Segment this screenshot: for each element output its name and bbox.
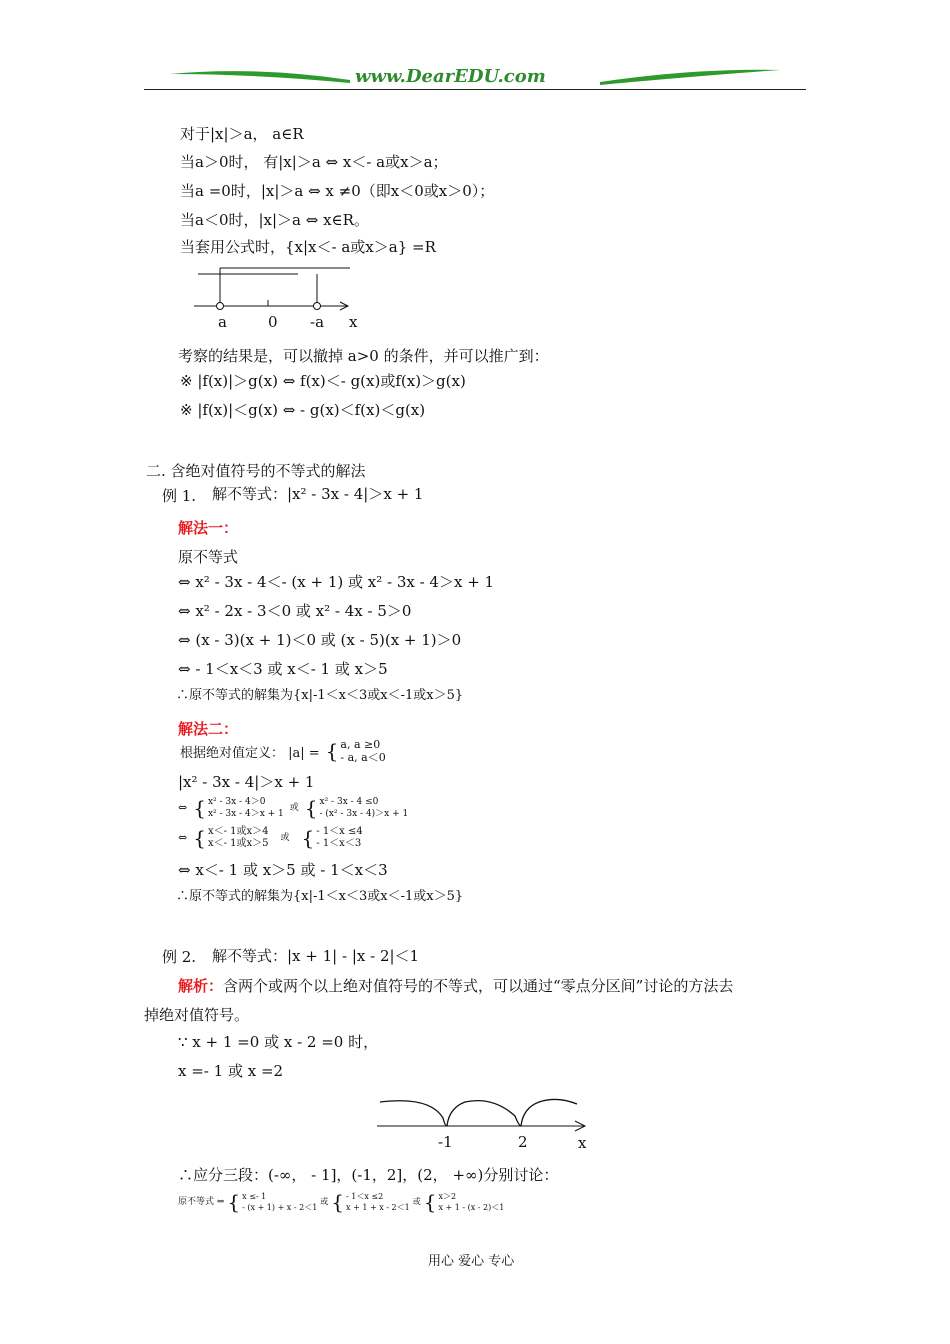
final-case2-a: - 1＜x ≤2 <box>346 1192 384 1201</box>
or-word: 或 <box>412 1197 421 1206</box>
header-logo: www.DearEDU.com <box>355 66 546 87</box>
numberline2-label-2: 2 <box>518 1133 528 1151</box>
method2-title: 解法二： <box>178 720 239 738</box>
observation-text: 考察的结果是，可以撤掉 a>0 的条件，并可以推广到： <box>178 347 549 365</box>
analysis-text-1: 含两个或两个以上绝对值符号的不等式，可以通过“零点分区间”讨论的方法去 <box>223 977 734 995</box>
header-rule <box>144 89 806 90</box>
final-case3-a: x＞2 <box>438 1192 457 1201</box>
sys1-b-line-1: x² - 3x - 4 ≤0 <box>319 797 379 807</box>
numberline1-label-x: x <box>349 313 358 331</box>
example1-label: 例 1. <box>162 487 197 505</box>
method1-line-4: ⇔ (x - 3)(x + 1)＜0 或 (x - 5)(x + 1)＞0 <box>178 631 462 649</box>
abs-def-case-2: - a, a＜0 <box>340 751 386 764</box>
method1-line-1: 原不等式 <box>178 548 239 566</box>
method2-final-line: ⇔ x＜- 1 或 x＞5 或 - 1＜x＜3 <box>178 861 388 879</box>
numberline2-label-neg1: -1 <box>438 1133 453 1151</box>
left-brace-icon: { <box>423 1190 437 1214</box>
abs-definition-text: 根据绝对值定义： |a| = <box>180 745 320 761</box>
method2-system-1 <box>178 796 408 820</box>
method1-line-5: ⇔ - 1＜x＜3 或 x＜- 1 或 x＞5 <box>178 660 388 678</box>
section2-title: 二. 含绝对值符号的不等式的解法 <box>146 462 366 480</box>
abs-def-case-1: a, a ≥0 <box>340 738 381 751</box>
example2-label: 例 2. <box>162 948 197 966</box>
because-line: ∵ x + 1 =0 或 x - 2 =0 时， <box>178 1033 379 1051</box>
left-brace-icon: { <box>301 826 315 850</box>
left-brace-icon: { <box>227 1190 241 1214</box>
final-system <box>178 1191 504 1213</box>
rule-1: ※ |f(x)|＞g(x) ⇔ f(x)＜- g(x)或f(x)＞g(x) <box>180 372 466 390</box>
numberline1-label-0: 0 <box>268 313 278 331</box>
segments-line: ∴应分三段：(-∞， - 1]，(-1，2]，(2， +∞)分别讨论： <box>178 1166 559 1184</box>
analysis-paragraph <box>178 975 733 996</box>
zeros-line: x =- 1 或 x =2 <box>178 1062 284 1080</box>
sys1-a-line-1: x² - 3x - 4＞0 <box>207 797 266 807</box>
number-line-1 <box>190 262 370 318</box>
iff-symbol: ⇔ <box>178 831 188 844</box>
method1-line-2: ⇔ x² - 3x - 4＜- (x + 1) 或 x² - 3x - 4＞x + 1 <box>178 573 495 591</box>
left-brace-icon: { <box>331 1190 345 1214</box>
sys2-a-line-1: x＜- 1或x＞4 <box>207 826 269 837</box>
left-brace-icon: { <box>193 796 206 820</box>
analysis-title: 解析： <box>178 977 224 995</box>
or-word: 或 <box>320 1197 329 1206</box>
abs-line-2: 当a＞0时， 有|x|＞a ⇔ x＜- a或x＞a； <box>180 153 448 171</box>
sys2-a-line-2: x＜- 1或x＞5 <box>207 838 269 849</box>
example1-text: 解不等式：|x² - 3x - 4|＞x + 1 <box>212 485 424 503</box>
method2-line-1: |x² - 3x - 4|＞x + 1 <box>178 773 315 791</box>
rule-2: ※ |f(x)|＜g(x) ⇔ - g(x)＜f(x)＜g(x) <box>180 401 426 419</box>
or-word: 或 <box>289 803 299 813</box>
method1-line-3: ⇔ x² - 2x - 3＜0 或 x² - 4x - 5＞0 <box>178 602 412 620</box>
sys1-b-line-2: - (x² - 3x - 4)＞x + 1 <box>319 809 409 819</box>
abs-line-3: 当a =0时，|x|＞a ⇔ x ≠0（即x＜0或x＞0）； <box>180 182 495 200</box>
page-footer: 用心 爱心 专心 <box>428 1254 515 1269</box>
left-brace-icon: { <box>304 796 318 820</box>
sys2-b-line-2: - 1＜x＜3 <box>316 838 362 849</box>
final-case3-b: x + 1 - (x - 2)＜1 <box>438 1203 505 1212</box>
method1-title: 解法一： <box>178 519 239 537</box>
final-prefix: 原不等式 ⇔ <box>178 1197 225 1207</box>
abs-line-1: 对于|x|＞a， a∈R <box>180 125 304 143</box>
numberline2-label-x: x <box>578 1134 587 1152</box>
analysis-text-2: 掉绝对值符号。 <box>144 1006 250 1024</box>
example2-text: 解不等式：|x + 1| - |x - 2|＜1 <box>212 947 420 965</box>
final-case1-b: - (x + 1) + x - 2＜1 <box>242 1203 318 1212</box>
abs-line-4: 当a＜0时，|x|＞a ⇔ x∈R。 <box>180 211 369 229</box>
method2-conclusion: ∴原不等式的解集为{x|-1＜x＜3或x＜-1或x＞5} <box>176 889 464 904</box>
sys2-b-line-1: - 1＜x ≤4 <box>316 826 363 837</box>
or-word: 或 <box>280 833 290 843</box>
number-line-2 <box>375 1092 590 1132</box>
left-brace-icon: { <box>193 826 206 850</box>
left-brace-icon: { <box>325 739 339 763</box>
final-case1-a: x ≤- 1 <box>242 1192 267 1201</box>
iff-symbol: ⇔ <box>178 801 188 814</box>
abs-definition <box>180 738 386 764</box>
numberline1-label-a: a <box>218 313 227 331</box>
sys1-a-line-2: x² - 3x - 4＞x + 1 <box>207 809 284 819</box>
final-case2-b: x + 1 + x - 2＜1 <box>346 1203 410 1212</box>
method1-conclusion: ∴原不等式的解集为{x|-1＜x＜3或x＜-1或x＞5} <box>176 688 464 703</box>
abs-line-5: 当套用公式时，{x|x＜- a或x＞a} =R <box>180 238 436 256</box>
numberline1-label-neg-a: -a <box>310 313 325 331</box>
method2-system-2 <box>178 826 363 850</box>
